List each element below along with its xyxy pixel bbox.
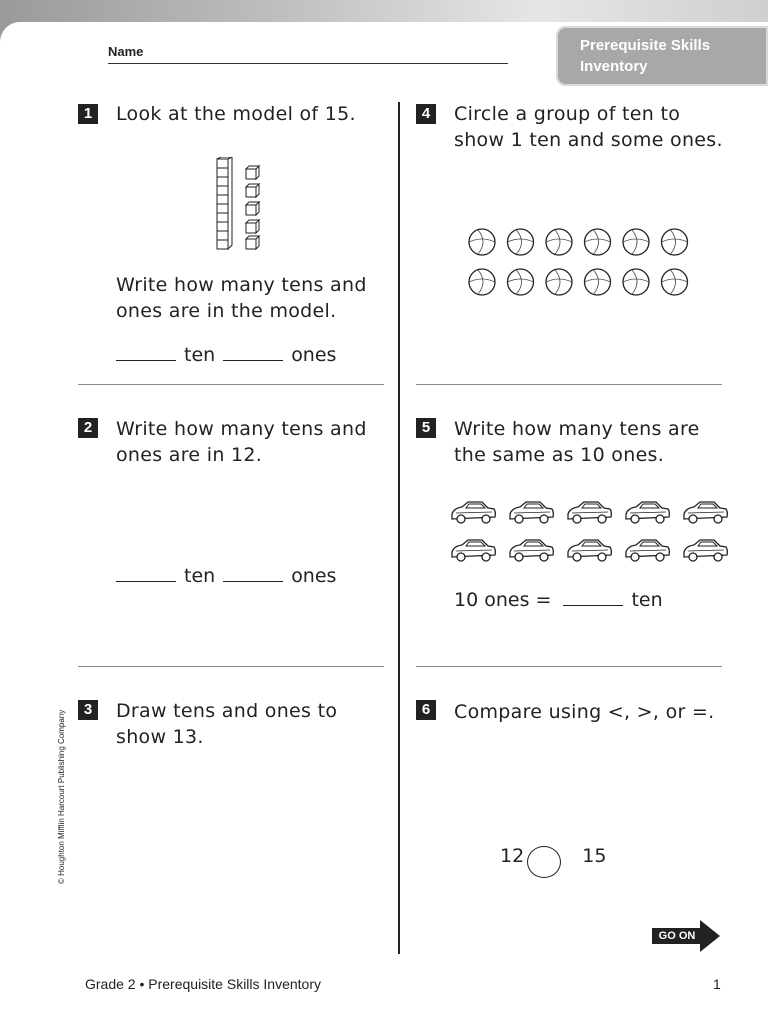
car-icon xyxy=(568,502,611,523)
ball-icon xyxy=(662,229,688,255)
answer-blank[interactable] xyxy=(116,342,176,361)
base-ten-model xyxy=(214,157,264,252)
column-divider xyxy=(398,102,400,954)
car-icon xyxy=(684,502,727,523)
car-icon xyxy=(568,540,611,561)
ball-icon xyxy=(662,269,688,295)
question-number: 3 xyxy=(78,700,98,720)
compare-circle[interactable] xyxy=(527,846,561,878)
car-icon xyxy=(510,502,553,523)
question-number: 5 xyxy=(416,418,436,438)
question-number: 2 xyxy=(78,418,98,438)
question-text xyxy=(116,698,337,750)
answer-unit-label: ten xyxy=(184,565,216,587)
row-divider xyxy=(416,666,722,667)
car-icon xyxy=(452,502,495,523)
ball-icon xyxy=(508,269,534,295)
row-divider xyxy=(78,666,384,667)
ball-icon xyxy=(585,229,611,255)
car-icon xyxy=(684,540,727,561)
question-text xyxy=(454,699,715,725)
question-number: 4 xyxy=(416,104,436,124)
ball-icon xyxy=(623,229,649,255)
question-line: ones are in the model. xyxy=(116,300,337,322)
answer-blank[interactable] xyxy=(563,587,623,606)
answer-unit-label: ten xyxy=(184,344,216,366)
answer-row xyxy=(454,587,671,611)
drawing-area[interactable] xyxy=(100,760,380,940)
balls-group[interactable] xyxy=(468,226,698,302)
car-icon xyxy=(452,540,495,561)
answer-row xyxy=(116,563,344,587)
question-line: Write how many tens and xyxy=(116,274,367,296)
header-badge-text: Prerequisite Skills Inventory xyxy=(580,37,711,75)
ball-icon xyxy=(623,269,649,295)
question-line: show 1 ten and some ones. xyxy=(454,129,723,151)
ball-icon xyxy=(469,269,495,295)
car-icon xyxy=(626,502,669,523)
base-ten-blocks-icon xyxy=(214,157,264,252)
question-text xyxy=(454,101,723,153)
row-divider xyxy=(416,384,722,385)
header-badge xyxy=(556,26,768,86)
compare-left-number: 12 xyxy=(500,845,525,867)
ball-icon xyxy=(546,269,572,295)
question-line: Look at the model of 15. xyxy=(116,103,356,125)
answer-unit-label: ones xyxy=(291,344,337,366)
row-divider xyxy=(78,384,384,385)
answer-row xyxy=(116,342,344,366)
ball-icon xyxy=(508,229,534,255)
answer-prefix: 10 ones = xyxy=(454,589,552,611)
go-on-label: GO ON xyxy=(652,928,702,944)
answer-unit-label: ones xyxy=(291,565,337,587)
question-text xyxy=(116,101,356,127)
question-text xyxy=(454,416,700,468)
ball-icon xyxy=(469,229,495,255)
answer-blank[interactable] xyxy=(223,342,283,361)
question-line: Draw tens and ones to xyxy=(116,700,338,722)
answer-blank[interactable] xyxy=(116,563,176,582)
car-icon xyxy=(510,540,553,561)
compare-right-number: 15 xyxy=(582,845,607,867)
question-subtext xyxy=(116,272,367,324)
question-line: Write how many tens are xyxy=(454,418,700,440)
question-line: the same as 10 ones. xyxy=(454,444,665,466)
arrow-right-icon xyxy=(700,920,720,952)
question-number: 1 xyxy=(78,104,98,124)
cars-group xyxy=(448,496,733,566)
question-line: Write how many tens and xyxy=(116,418,367,440)
answer-unit-label: ten xyxy=(631,589,663,611)
answer-blank[interactable] xyxy=(223,563,283,582)
page-number: 1 xyxy=(713,976,721,992)
name-label: Name xyxy=(108,44,144,59)
ball-icon xyxy=(546,229,572,255)
question-line: show 13. xyxy=(116,726,204,748)
question-line: ones are in 12. xyxy=(116,444,263,466)
question-line: Circle a group of ten to xyxy=(454,103,681,125)
question-number: 6 xyxy=(416,700,436,720)
ball-icon xyxy=(585,269,611,295)
question-line: Compare using <, >, or =. xyxy=(454,701,715,723)
name-field[interactable] xyxy=(108,63,508,64)
footer-title: Grade 2 • Prerequisite Skills Inventory xyxy=(85,976,322,992)
car-icon xyxy=(626,540,669,561)
question-text xyxy=(116,416,367,468)
copyright-text: © Houghton Mifflin Harcourt Publishing Company xyxy=(57,709,66,884)
go-on-button[interactable] xyxy=(652,920,720,952)
